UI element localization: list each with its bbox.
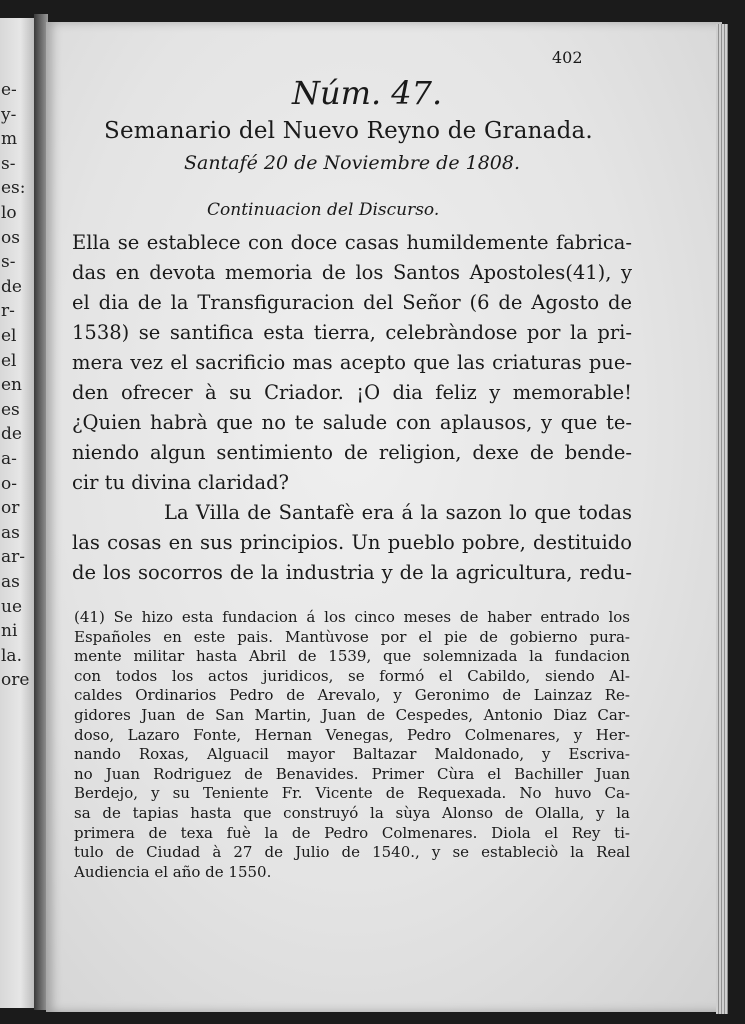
left-page-fragment: es:	[1, 178, 26, 199]
left-page-fragment: ue	[1, 596, 23, 617]
left-page-fragment: y-	[1, 104, 17, 125]
body-line: den ofrecer à su Criador. ¡O dia feliz y memorable!	[72, 381, 632, 404]
page-number: 402	[552, 48, 583, 67]
body-line: niendo algun sentimiento de religion, dexe de bende-	[72, 441, 632, 464]
left-page-fragment: el	[1, 350, 17, 371]
publication-title: Semanario del Nuevo Reyno de Granada.	[104, 118, 593, 144]
left-page-fragment: de	[1, 276, 22, 297]
left-page-fragment: a-	[1, 449, 17, 469]
footnote-line: Audiencia el año de 1550.	[74, 862, 272, 881]
body-line: ¿Quien habrà que no te salude con aplausos, y que te-	[72, 411, 632, 434]
body-line: el dia de la Transfiguracion del Señor (6 de Agosto de	[72, 291, 632, 314]
body-line: de los socorros de la industria y de la agricultura, redu-	[72, 561, 632, 584]
footnote-line: doso, Lazaro Fonte, Hernan Venegas, Pedro Colmenares, y Her-	[74, 725, 630, 744]
body-line: 1538) se santifica esta tierra, celebràndose por la pri-	[72, 321, 632, 344]
left-page-fragment: s-	[1, 153, 16, 174]
footnote-line: primera de texa fuè la de Pedro Colmenares. Diola el Rey ti-	[74, 823, 630, 842]
footnote	[74, 608, 630, 882]
left-page-fragment: ni	[1, 621, 18, 642]
left-page-fragment: o-	[1, 473, 17, 494]
issue-number: Núm. 47.	[292, 74, 443, 112]
footnote-line: nando Roxas, Alguacil mayor Baltazar Maldonado, y Escriva-	[74, 745, 630, 764]
left-page-fragment: m	[1, 129, 18, 150]
left-page-fragment: es	[1, 399, 20, 420]
footnote-line: gidores Juan de San Martin, Juan de Cespedes, Antonio Diaz Car-	[74, 705, 630, 724]
body-text	[72, 228, 632, 588]
footnote-line: sa de tapias hasta que construyó la sùya Alonso de Olalla, y la	[74, 803, 630, 822]
body-line: mera vez el sacrificio mas acepto que las criaturas pue-	[72, 351, 632, 374]
left-facing-page	[0, 18, 36, 1008]
footnote-line: (41) Se hizo esta fundacion á los cinco meses de haber entrado los	[74, 608, 630, 626]
left-page-fragment: el	[1, 326, 17, 346]
left-page-fragment: s-	[1, 252, 16, 273]
left-page-fragment: e-	[1, 80, 17, 100]
page-edges	[716, 24, 728, 1014]
left-page-fragment: de	[1, 424, 22, 445]
left-page-fragment: or	[1, 498, 20, 519]
left-page-fragment: as	[1, 572, 20, 592]
left-page-fragment: ar-	[1, 547, 26, 568]
dateline: Santafé 20 de Noviembre de 1808.	[184, 152, 521, 174]
footnote-line: con todos los actos juridicos, se formó el Cabildo, siendo Al-	[74, 666, 630, 685]
left-page-fragment: os	[1, 227, 20, 248]
footnote-line: no Juan Rodriguez de Benavides. Primer Cùra el Bachiller Juan	[74, 764, 630, 783]
footnote-line: caldes Ordinarios Pedro de Arevalo, y Geronimo de Lainzaz Re-	[74, 686, 630, 705]
section-heading: Continuacion del Discurso.	[207, 200, 440, 220]
left-page-fragment: en	[1, 375, 23, 396]
body-line: las cosas en sus principios. Un pueblo pobre, destituido	[72, 531, 632, 554]
body-line: das en devota memoria de los Santos Apostoles(41), y	[72, 261, 632, 284]
footnote-line: mente militar hasta Abril de 1539, que solemnizada la fundacion	[74, 647, 630, 666]
left-page-fragment: lo	[1, 203, 17, 223]
left-page-fragment: r-	[1, 301, 15, 322]
body-line: Ella se establece con doce casas humildemente fabrica-	[72, 231, 632, 254]
left-page-fragment: ore	[1, 670, 30, 691]
footnote-line: Berdejo, y su Teniente Fr. Vicente de Requexada. No huvo Ca-	[74, 784, 630, 803]
body-line: La Villa de Santafè era á la sazon lo que todas	[164, 501, 632, 524]
footnote-line: tulo de Ciudad à 27 de Julio de 1540., y se estableciò la Real	[74, 843, 630, 862]
body-line: cir tu divina claridad?	[72, 471, 290, 494]
left-page-fragment: as	[1, 522, 20, 543]
footnote-line: Españoles en este pais. Mantùvose por el pie de gobierno pura-	[74, 627, 630, 646]
left-page-fragment: la.	[1, 645, 22, 666]
